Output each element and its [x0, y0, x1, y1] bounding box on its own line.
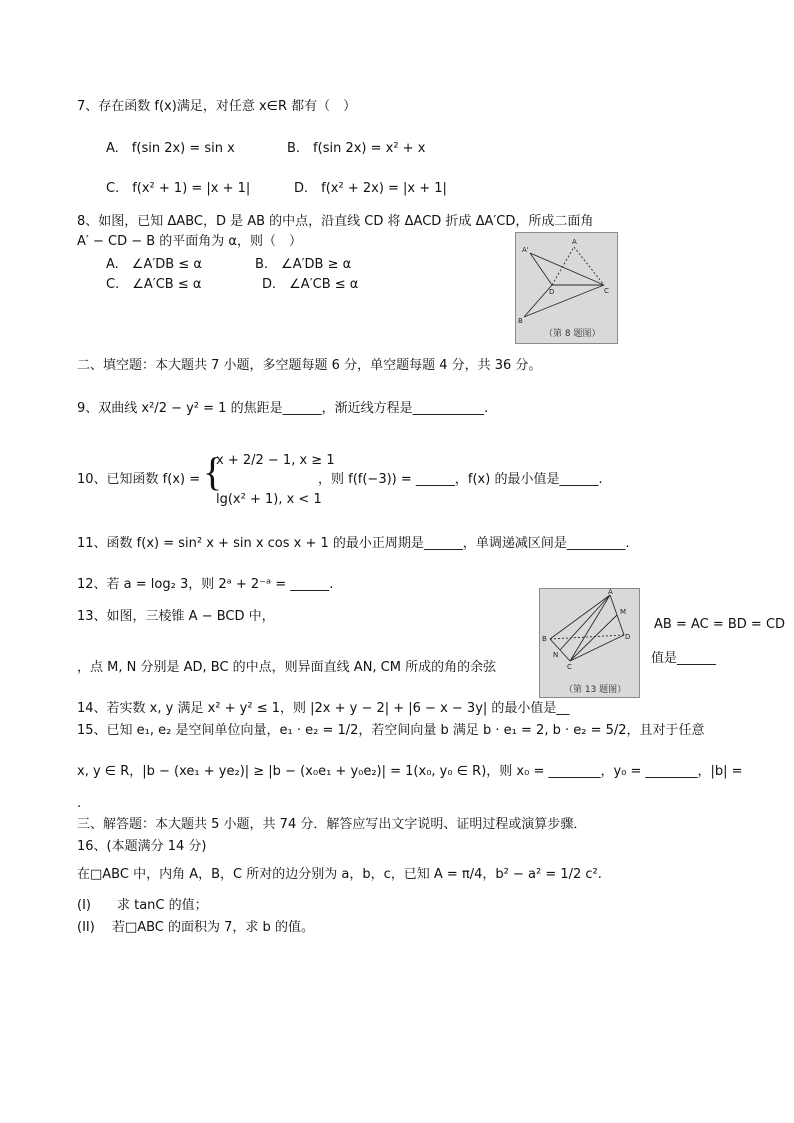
q12: 12、若 a = log₂ 3，则 2ᵃ + 2⁻ᵃ = ______.	[77, 577, 334, 592]
section-3-heading: 三、解答题：本大题共 5 小题，共 74 分．解答应写出文字说明、证明过程或演算步骤．	[77, 817, 587, 832]
svg-text:A': A'	[522, 246, 529, 254]
q7-option-b: B. f(sin 2x) = x² + x	[287, 141, 426, 156]
q8-option-d: D. ∠A′CB ≤ α	[262, 277, 359, 292]
svg-text:M: M	[620, 608, 627, 616]
svg-text:N: N	[553, 651, 559, 659]
q14: 14、若实数 x, y 满足 x² + y² ≤ 1，则 |2x + y − 2| + |6 − x − 3y| 的最小值是__	[77, 701, 570, 716]
svg-text:A: A	[608, 589, 613, 596]
q13-figure-caption: （第 13 题图）	[564, 685, 627, 695]
q16-part-2: (II) 若□ABC 的面积为 7，求 b 的值。	[77, 920, 314, 935]
q15-line3: .	[77, 796, 82, 811]
svg-text:C: C	[567, 663, 572, 671]
q8-option-a: A. ∠A′DB ≤ α	[106, 257, 202, 272]
q15-line1: 15、已知 e₁, e₂ 是空间单位向量，e₁ · e₂ = 1/2，若空间向量 b 满足 b · e₁ = 2, b · e₂ = 5/2，且对于任意	[77, 723, 705, 738]
q10-brace: {	[203, 449, 223, 494]
q16-stem: 在□ABC 中，内角 A，B，C 所对的边分别为 a，b，c，已知 A = π/4，b² − a² = 1/2 c².	[77, 867, 602, 882]
q16-part-1: (I) 求 tanC 的值；	[77, 898, 208, 913]
svg-text:D: D	[625, 633, 631, 641]
q16-header: 16、(本题满分 14 分)	[77, 839, 207, 854]
q10-case-1: x + 2/2 − 1, x ≥ 1	[216, 453, 335, 468]
q7-option-c: C. f(x² + 1) = |x + 1|	[106, 181, 251, 196]
q8-option-b: B. ∠A′DB ≥ α	[255, 257, 352, 272]
q7-stem: 7、存在函数 f(x)满足，对任意 x∈R 都有（ ）	[77, 99, 357, 114]
q8-stem-line1: 8、如图，已知 ΔABC，D 是 AB 的中点，沿直线 CD 将 ΔACD 折成 ΔA′CD，所成二面角	[77, 214, 594, 229]
q9: 9、双曲线 x²/2 − y² = 1 的焦距是______，渐近线方程是___________.	[77, 401, 489, 416]
q13-line2: ，点 M, N 分别是 AD, BC 的中点，则异面直线 AN, CM 所成的角的余弦	[77, 660, 497, 675]
svg-text:B: B	[518, 317, 523, 325]
svg-text:C: C	[604, 287, 609, 295]
q11: 11、函数 f(x) = sin² x + sin x cos x + 1 的最小正周期是______，单调递减区间是_________.	[77, 536, 630, 551]
q8-figure	[515, 232, 618, 344]
section-2-heading: 二、填空题：本大题共 7 小题，多空题每题 6 分，单空题每题 4 分，共 36 分。	[77, 358, 542, 373]
q8-figure-caption: （第 8 题图）	[544, 329, 601, 339]
svg-text:D: D	[549, 288, 555, 296]
q15-line2: x, y ∈ R，|b − (xe₁ + ye₂)| ≥ |b − (x₀e₁ + y₀e₂)| = 1(x₀, y₀ ∈ R)，则 x₀ = ________，y₀ = ________，|b| =	[77, 764, 743, 779]
svg-text:A: A	[572, 238, 577, 246]
q10-case-2: lg(x² + 1), x < 1	[216, 492, 322, 507]
q13-stem: 13、如图，三棱锥 A − BCD 中，	[77, 609, 275, 624]
q13-answer-label: 值是______	[651, 651, 717, 666]
q8-option-c: C. ∠A′CB ≤ α	[106, 277, 202, 292]
q13-equalities: AB = AC = BD = CD	[654, 617, 786, 632]
q7-option-d: D. f(x² + 2x) = |x + 1|	[294, 181, 447, 196]
q7-option-a: A. f(sin 2x) = sin x	[106, 141, 235, 156]
q8-stem-line2: A′ − CD − B 的平面角为 α，则（ ）	[77, 234, 302, 249]
q10-prefix: 10、已知函数 f(x) =	[77, 472, 201, 487]
q13-figure	[539, 588, 640, 698]
q13-diagram	[540, 589, 639, 697]
q10-suffix: ，则 f(f(−3)) = ______，f(x) 的最小值是______.	[318, 472, 603, 487]
svg-text:B: B	[542, 635, 547, 643]
